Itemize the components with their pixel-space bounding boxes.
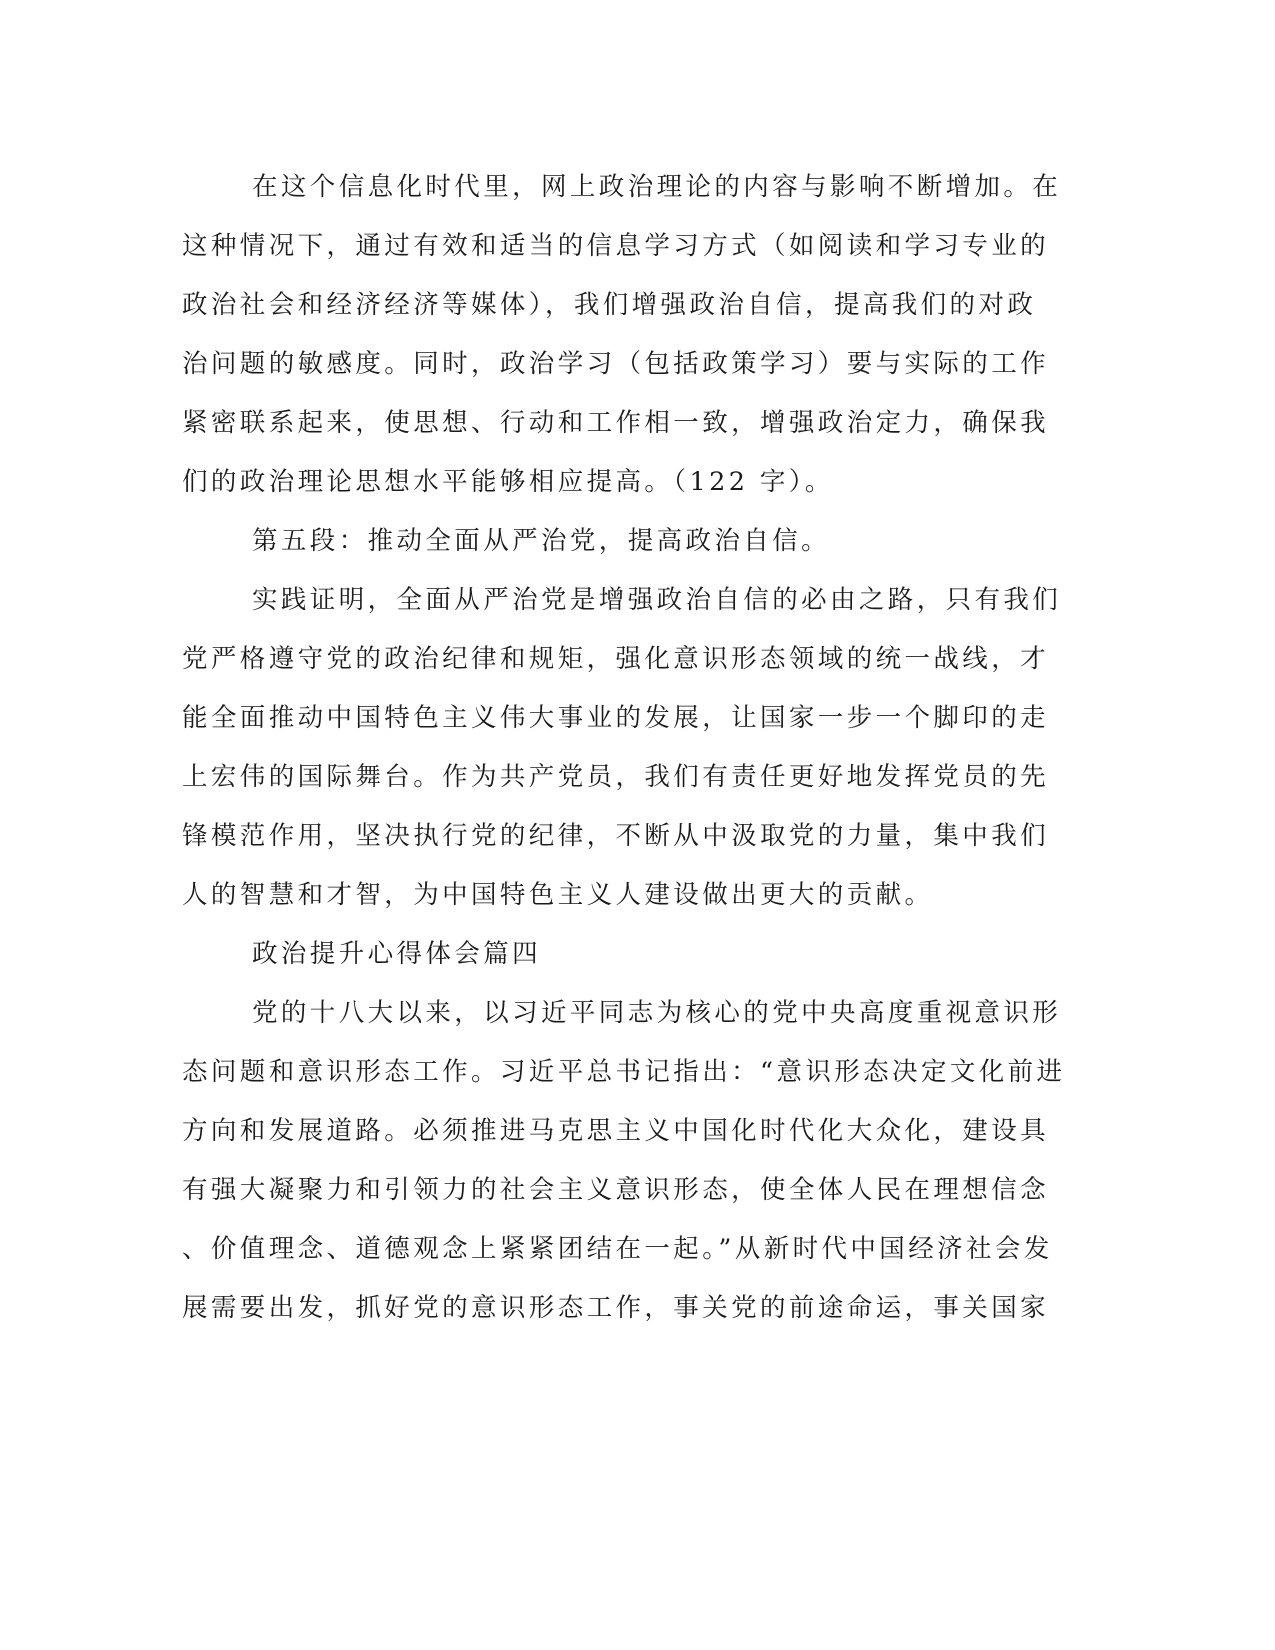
text-line: 展需要出发，抓好党的意识形态工作，事关党的前途命运，事关国家	[182, 1293, 1050, 1323]
text-line: 党的十八大以来，以习近平同志为核心的党中央高度重视意识形	[252, 998, 1062, 1028]
document-body	[182, 158, 1066, 1338]
text-line: 紧密联系起来，使思想、行动和工作相一致，增强政治定力，确保我	[182, 408, 1050, 438]
text-line: 锋模范作用，坚决执行党的纪律，不断从中汲取党的力量，集中我们	[182, 821, 1050, 851]
text-line: 党严格遵守党的政治纪律和规矩，强化意识形态领域的统一战线，才	[182, 644, 1050, 674]
text-line: 政治社会和经济经济等媒体），我们增强政治自信，提高我们的对政	[182, 290, 1037, 320]
text-line: 治问题的敏感度。同时，政治学习（包括政策学习）要与实际的工作	[182, 349, 1050, 379]
text-line: 实践证明，全面从严治党是增强政治自信的必由之路，只有我们	[252, 585, 1062, 615]
section-heading: 第五段：推动全面从严治党，提高政治自信。	[252, 526, 831, 556]
text-line: 能全面推动中国特色主义伟大事业的发展，让国家一步一个脚印的走	[182, 703, 1050, 733]
article-title: 政治提升心得体会篇四	[252, 939, 542, 969]
text-line: 人的智慧和才智，为中国特色主义人建设做出更大的贡献。	[182, 880, 934, 910]
text-line: 方向和发展道路。必须推进马克思主义中国化时代化大众化，建设具	[182, 1116, 1050, 1146]
text-line: 态问题和意识形态工作。习近平总书记指出：“意识形态决定文化前进	[182, 1057, 1066, 1087]
text-line: 在这个信息化时代里，网上政治理论的内容与影响不断增加。在	[252, 172, 1062, 202]
text-line: 、价值理念、道德观念上紧紧团结在一起。”从新时代中国经济社会发	[182, 1234, 1053, 1264]
text-line: 有强大凝聚力和引领力的社会主义意识形态，使全体人民在理想信念	[182, 1175, 1050, 1205]
text-line: 上宏伟的国际舞台。作为共产党员，我们有责任更好地发挥党员的先	[182, 762, 1050, 792]
text-line: 们的政治理论思想水平能够相应提高。（122 字）。	[182, 467, 834, 497]
text-line: 这种情况下，通过有效和适当的信息学习方式（如阅读和学习专业的	[182, 231, 1050, 261]
